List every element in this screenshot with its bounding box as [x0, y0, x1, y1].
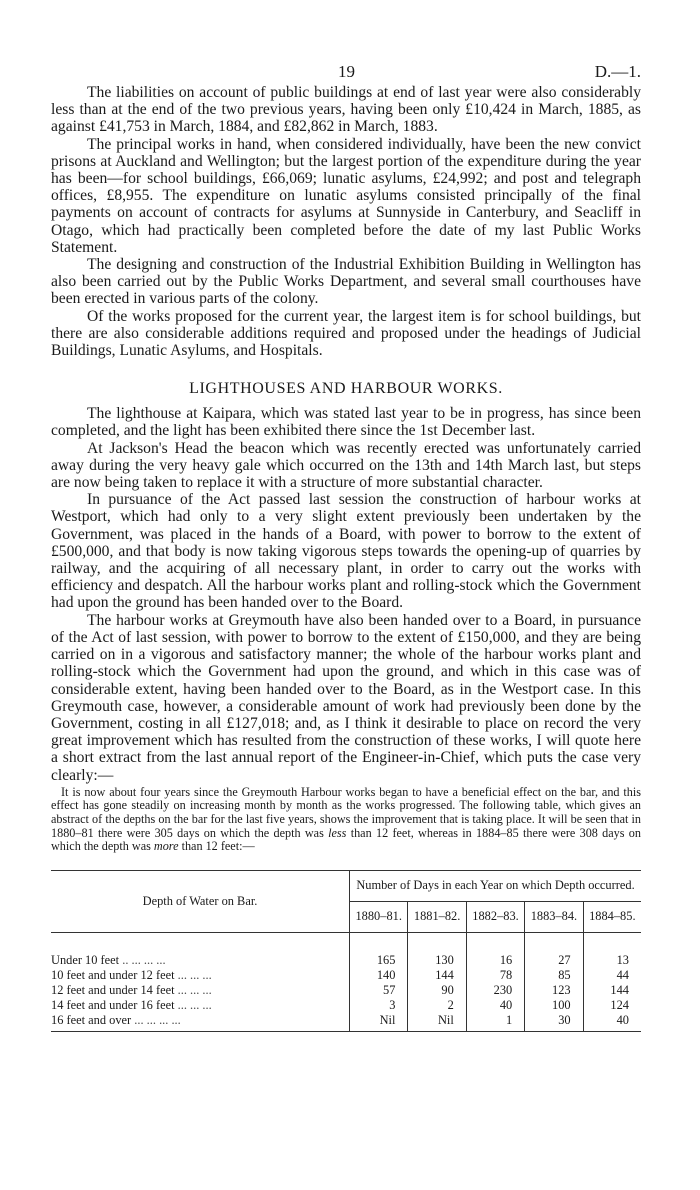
table-cell: 1	[466, 1013, 524, 1028]
table-cell: 40	[583, 1013, 641, 1028]
paragraph-principal-works: The principal works in hand, when considered individually, have been the new convict prisons at Auckland and Wellington; but the largest portion of the expenditure during the year has been—for school buildings, £66,069; lunatic asylums, £24,992; and post and telegraph offices, £8,955. The expenditure on lunatic asylums consisted principally of the final payments on account of contracts for asylums at Sunnyside in Canterbury, and Seacliff in Otago, which had practically been completed before the date of my last Public Works Statement.	[51, 135, 641, 256]
table-group-header: Number of Days in each Year on which Depth occurred.	[350, 870, 642, 901]
table-cell: 230	[466, 983, 524, 998]
row-label: 14 feet and under 16 feet	[51, 997, 175, 1012]
table-cell: 85	[525, 968, 583, 983]
table-cell: 30	[525, 1013, 583, 1028]
year-header: 1882–83.	[466, 901, 524, 932]
table-cell: Nil	[350, 1013, 408, 1028]
table-cell: 90	[408, 983, 466, 998]
table-row: Under 10 feet .. ... ... ... 165 130 16 27 13	[51, 953, 641, 968]
row-label: 12 feet and under 14 feet	[51, 982, 175, 997]
paragraph-jacksons-head: At Jackson's Head the beacon which was recently erected was unfortunately carried away during the very heavy gale which occurred on the 13th and 14th March last, but steps are now being taken to replace it with a structure of more substantial character.	[51, 439, 641, 492]
table-cell: 124	[583, 998, 641, 1013]
section-heading: LIGHTHOUSES AND HARBOUR WORKS.	[189, 380, 503, 398]
table-cell: 100	[525, 998, 583, 1013]
row-label: 10 feet and under 12 feet	[51, 967, 175, 982]
paragraph-westport: In pursuance of the Act passed last session the construction of harbour works at Westport, which had only to a very slight extent previously been undertaken by the Government, was placed in the hands of a Board, with power to borrow to the extent of £500,000, and that body is now taking vigorous steps towards the opening-up of quarries by railway, and the acquiring of all necessary plant, in order to carry out the works with efficiency and despatch. All the harbour works plant and rolling-stock which the Government had upon the ground has been handed over to the Board.	[51, 491, 641, 612]
table-row-header: Depth of Water on Bar.	[51, 870, 350, 932]
table-row: 10 feet and under 12 feet ... ... ... 140 144 78 85 44	[51, 968, 641, 983]
paragraph-exhibition-building: The designing and construction of the Industrial Exhibition Building in Wellington has also been carried out by the Public Works Department, and several small courthouses have been erected in various parts of the colony.	[51, 256, 641, 308]
table-cell: 144	[583, 983, 641, 998]
engineer-extract: It is now about four years since the Greymouth Harbour works began to have a beneficial effect on the bar, and this effect has gone steadily on increasing month by month as the works progressed. The following table, which gives an abstract of the depths on the bar for the last five years, shows the improvement that is taking place. It will be seen that in 1880–81 there were 305 days on which the depth was less than 12 feet, whereas in 1884–85 there were 308 days on which the depth was more than 12 feet:—	[51, 784, 641, 854]
table-cell: 130	[408, 953, 466, 968]
table-row: 16 feet and over ... ... ... ... Nil Nil 1 30 40	[51, 1013, 641, 1028]
paragraph-liabilities: The liabilities on account of public buildings at end of last year were also considerably less than at the end of the two previous years, having been only £10,424 in March, 1885, as against £41,753 in March, 1884, and £82,862 in March, 1883.	[51, 84, 641, 136]
page-header	[51, 62, 641, 84]
table-cell: 40	[466, 998, 524, 1013]
row-label: Under 10 feet	[51, 952, 120, 967]
table-cell: 16	[466, 953, 524, 968]
table-cell: 144	[408, 968, 466, 983]
year-header: 1884–85.	[583, 901, 641, 932]
table-cell: 123	[525, 983, 583, 998]
document-page	[51, 62, 641, 1032]
paragraph-greymouth: The harbour works at Greymouth have also been handed over to a Board, in pursuance of the Act of last session, with power to borrow to the extent of £150,000, and they are being carried on in a vigorous and satisfactory manner; the whole of the harbour works plant and rolling-stock which the Government had upon the ground, and which in this case was of considerable extent, having been handed over to the Board, as in the Westport case. In this Greymouth case, however, a considerable amount of work had previously been done by the Government, costing in all £127,018; and, as I think it desirable to place on record the very great improvement which has resulted from the construction of these works, I will quote here a short extract from the last annual report of the Engineer-in-Chief, which puts the case very clearly:—	[51, 611, 641, 784]
row-label: 16 feet and over	[51, 1012, 132, 1027]
table-cell: 165	[350, 953, 408, 968]
table-row: 14 feet and under 16 feet ... ... ... 3 2 40 100 124	[51, 998, 641, 1013]
table-cell: 140	[350, 968, 408, 983]
table-cell: 27	[525, 953, 583, 968]
table-cell: Nil	[408, 1013, 466, 1028]
year-header: 1880–81.	[350, 901, 408, 932]
paragraph-kaipara: The lighthouse at Kaipara, which was stated last year to be in progress, has since been completed, and the light has been exhibited there since the 1st December last.	[51, 405, 641, 440]
year-header: 1881–82.	[408, 901, 466, 932]
paragraph-proposed-works: Of the works proposed for the current year, the largest item is for school buildings, but there are also considerable additions required and proposed under the headings of Judicial Buildings, Lunatic Asylums, and Hospitals.	[51, 307, 641, 360]
document-reference: D.—1.	[594, 62, 641, 81]
table-cell: 13	[583, 953, 641, 968]
table-cell: 78	[466, 968, 524, 983]
year-header: 1883–84.	[525, 901, 583, 932]
table-cell: 2	[408, 998, 466, 1013]
depth-table	[51, 870, 641, 1032]
table-row: 12 feet and under 14 feet ... ... ... 57 90 230 123 144	[51, 983, 641, 998]
page-number: 19	[338, 62, 355, 81]
table-cell: 57	[350, 983, 408, 998]
table-cell: 44	[583, 968, 641, 983]
table-cell: 3	[350, 998, 408, 1013]
